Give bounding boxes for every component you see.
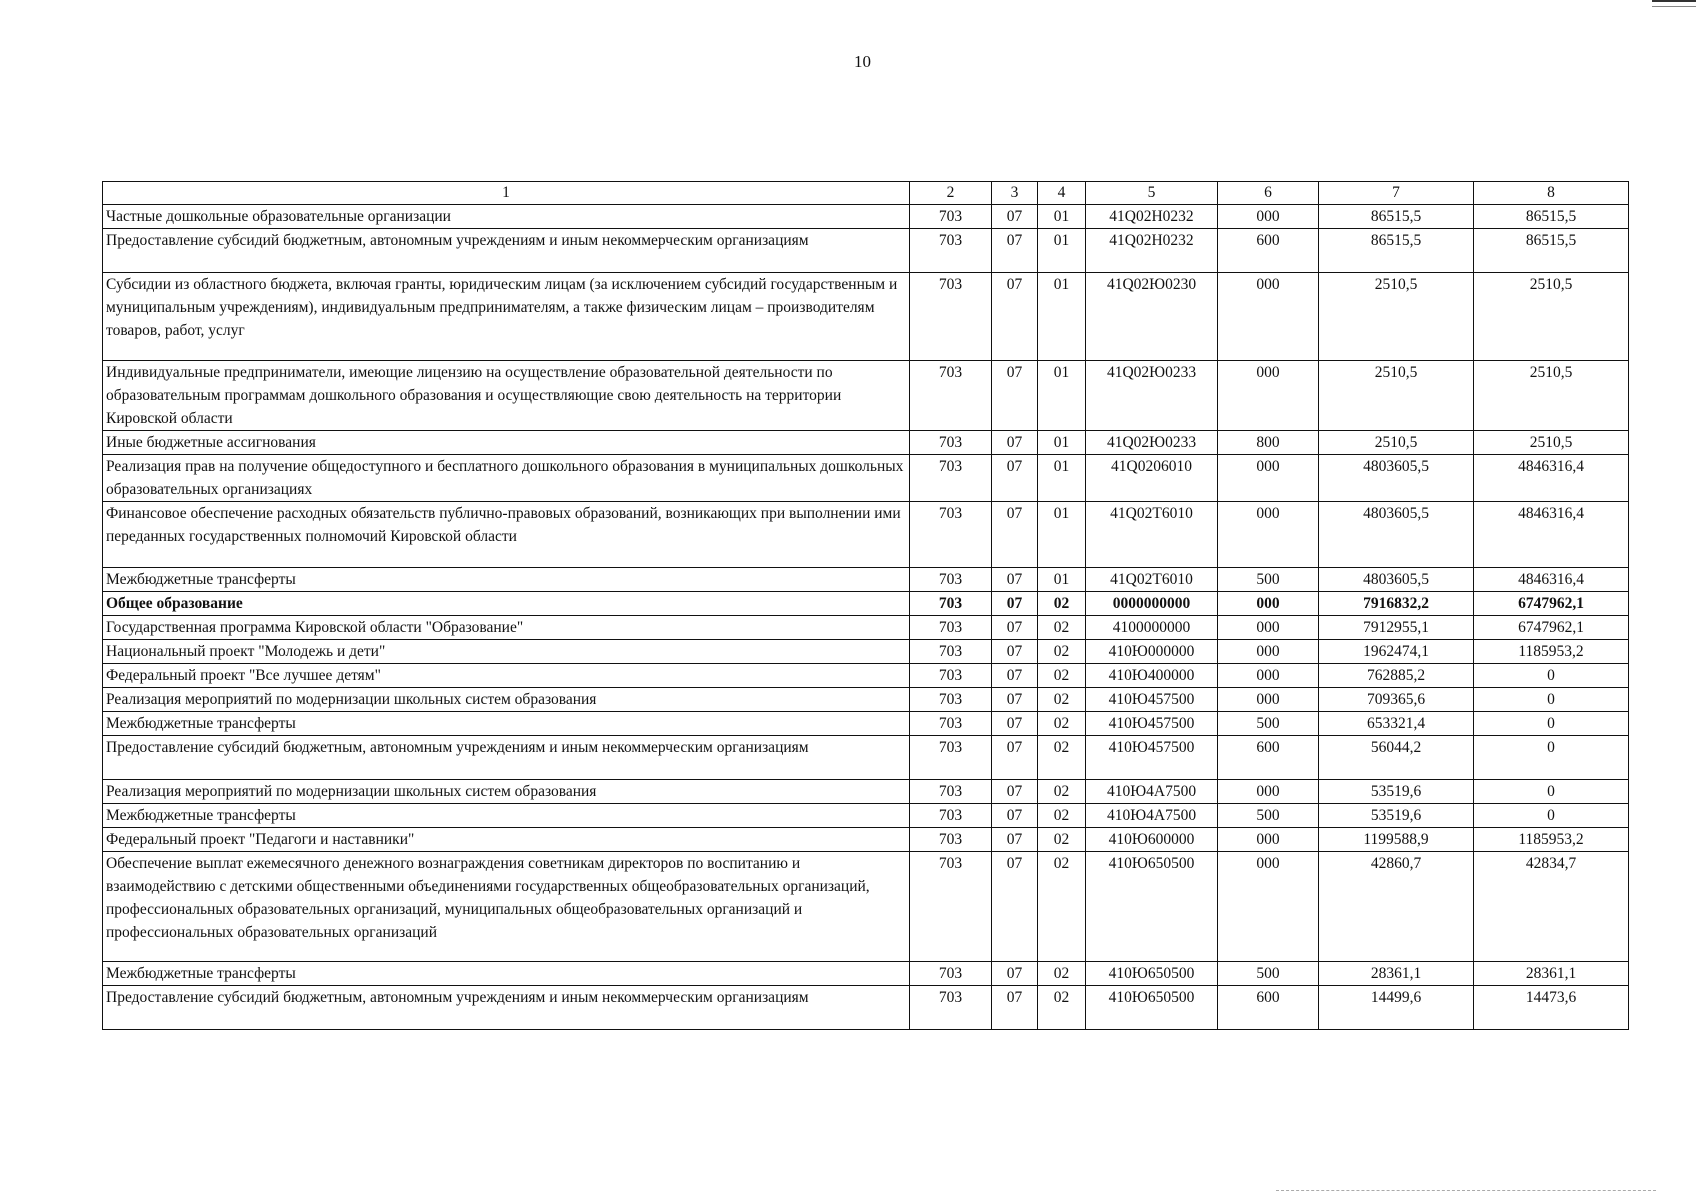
col-5-code-cell: 41Q02T6010 [1086,502,1218,568]
col-7-value-cell: 1962474,1 [1319,640,1474,664]
col-6-cell: 000 [1218,592,1319,616]
col-7-value-cell: 4803605,5 [1319,568,1474,592]
col-5-code-cell: 41Q02T6010 [1086,568,1218,592]
col-6-cell: 600 [1218,986,1319,1030]
col-8-value-cell: 0 [1474,688,1629,712]
col-5-code-cell: 410Ю4А7500 [1086,804,1218,828]
col-2-cell: 703 [910,205,992,229]
col-5-code-cell: 41Q02Ю0230 [1086,273,1218,361]
table-row [103,229,1629,273]
col-3-cell: 07 [992,616,1038,640]
row-name-cell: Межбюджетные трансферты [103,804,910,828]
col-5-code-cell: 410Ю000000 [1086,640,1218,664]
col-7-value-cell: 4803605,5 [1319,502,1474,568]
col-2-cell: 703 [910,616,992,640]
col-3-cell: 07 [992,502,1038,568]
col-4-cell: 01 [1038,205,1086,229]
table-row [103,664,1629,688]
col-4-cell: 01 [1038,431,1086,455]
col-3-cell: 07 [992,273,1038,361]
col-7-value-cell: 86515,5 [1319,229,1474,273]
col-3-cell: 07 [992,664,1038,688]
col-7-value-cell: 53519,6 [1319,780,1474,804]
col-6-cell: 000 [1218,616,1319,640]
header-cell-1: 1 [103,182,910,205]
col-8-value-cell: 86515,5 [1474,205,1629,229]
col-4-cell: 01 [1038,229,1086,273]
col-8-value-cell: 0 [1474,804,1629,828]
row-name-cell: Финансовое обеспечение расходных обязательств публично-правовых образований, возникающих при выполнении ими переданных государственных полномочий Кировской области [103,502,910,568]
col-8-value-cell: 1185953,2 [1474,640,1629,664]
col-7-value-cell: 4803605,5 [1319,455,1474,502]
col-6-cell: 000 [1218,688,1319,712]
col-4-cell: 02 [1038,712,1086,736]
col-3-cell: 07 [992,828,1038,852]
col-2-cell: 703 [910,455,992,502]
col-8-value-cell: 4846316,4 [1474,455,1629,502]
col-4-cell: 02 [1038,780,1086,804]
row-name-cell: Национальный проект "Молодежь и дети" [103,640,910,664]
col-4-cell: 01 [1038,273,1086,361]
row-name-cell: Общее образование [103,592,910,616]
table-row [103,361,1629,431]
table-row [103,688,1629,712]
col-3-cell: 07 [992,736,1038,780]
col-3-cell: 07 [992,962,1038,986]
row-name-cell: Обеспечение выплат ежемесячного денежного вознаграждения советникам директоров по воспитанию и взаимодействию с детскими общественными объединениями государственных общеобразовательных организаций, профессиональных образовательных организаций, муниципальных общеобразовательных организаций и профессиональных образовательных организаций [103,852,910,962]
col-2-cell: 703 [910,804,992,828]
col-5-code-cell: 41Q02Ю0233 [1086,431,1218,455]
col-4-cell: 02 [1038,828,1086,852]
col-4-cell: 02 [1038,804,1086,828]
page-number: 10 [854,52,871,71]
row-name-cell: Индивидуальные предприниматели, имеющие лицензию на осуществление образовательной деятельности по образовательным программам дошкольного образования и осуществляющие свою деятельность на территории Кировской области [103,361,910,431]
header-cell-5: 5 [1086,182,1218,205]
col-2-cell: 703 [910,229,992,273]
col-6-cell: 500 [1218,962,1319,986]
table-header-row [103,182,1629,205]
col-4-cell: 01 [1038,568,1086,592]
col-5-code-cell: 41Q02H0232 [1086,229,1218,273]
row-name-cell: Межбюджетные трансферты [103,962,910,986]
col-8-value-cell: 0 [1474,664,1629,688]
table-row [103,852,1629,962]
row-name-cell: Субсидии из областного бюджета, включая гранты, юридическим лицам (за исключением субсидий государственным и муниципальным учреждениям), индивидуальным предпринимателям, а также физическим лицам – производителям товаров, работ, услуг [103,273,910,361]
table-row [103,273,1629,361]
col-3-cell: 07 [992,205,1038,229]
col-4-cell: 02 [1038,852,1086,962]
col-5-code-cell: 410Ю4А7500 [1086,780,1218,804]
table-row [103,592,1629,616]
col-2-cell: 703 [910,592,992,616]
col-3-cell: 07 [992,688,1038,712]
header-cell-6: 6 [1218,182,1319,205]
row-name-cell: Частные дошкольные образовательные организации [103,205,910,229]
col-3-cell: 07 [992,592,1038,616]
col-5-code-cell: 410Ю457500 [1086,736,1218,780]
col-4-cell: 02 [1038,962,1086,986]
row-name-cell: Предоставление субсидий бюджетным, автономным учреждениям и иным некоммерческим организациям [103,736,910,780]
col-2-cell: 703 [910,273,992,361]
table-row [103,986,1629,1030]
col-8-value-cell: 6747962,1 [1474,592,1629,616]
col-2-cell: 703 [910,640,992,664]
col-5-code-cell: 0000000000 [1086,592,1218,616]
col-6-cell: 000 [1218,828,1319,852]
col-4-cell: 01 [1038,361,1086,431]
row-name-cell: Реализация мероприятий по модернизации школьных систем образования [103,780,910,804]
col-6-cell: 000 [1218,361,1319,431]
table-row [103,712,1629,736]
col-2-cell: 703 [910,502,992,568]
col-6-cell: 500 [1218,712,1319,736]
col-8-value-cell: 4846316,4 [1474,502,1629,568]
col-2-cell: 703 [910,986,992,1030]
col-3-cell: 07 [992,431,1038,455]
table-row [103,640,1629,664]
col-3-cell: 07 [992,780,1038,804]
col-8-value-cell: 0 [1474,736,1629,780]
col-7-value-cell: 2510,5 [1319,431,1474,455]
col-7-value-cell: 1199588,9 [1319,828,1474,852]
col-2-cell: 703 [910,688,992,712]
col-3-cell: 07 [992,568,1038,592]
col-5-code-cell: 410Ю650500 [1086,986,1218,1030]
col-7-value-cell: 42860,7 [1319,852,1474,962]
header-cell-4: 4 [1038,182,1086,205]
col-7-value-cell: 14499,6 [1319,986,1474,1030]
col-7-value-cell: 2510,5 [1319,273,1474,361]
col-8-value-cell: 1185953,2 [1474,828,1629,852]
col-6-cell: 000 [1218,640,1319,664]
table-row [103,455,1629,502]
col-7-value-cell: 86515,5 [1319,205,1474,229]
col-7-value-cell: 7916832,2 [1319,592,1474,616]
row-name-cell: Реализация мероприятий по модернизации школьных систем образования [103,688,910,712]
col-5-code-cell: 410Ю650500 [1086,852,1218,962]
header-cell-3: 3 [992,182,1038,205]
table-row [103,962,1629,986]
bottom-scan-marks [1276,1190,1656,1194]
table-body [103,182,1629,1030]
col-3-cell: 07 [992,804,1038,828]
header-cell-2: 2 [910,182,992,205]
col-6-cell: 000 [1218,852,1319,962]
table-row [103,804,1629,828]
col-7-value-cell: 762885,2 [1319,664,1474,688]
col-2-cell: 703 [910,962,992,986]
row-name-cell: Межбюджетные трансферты [103,712,910,736]
table-row [103,616,1629,640]
col-4-cell: 01 [1038,455,1086,502]
col-8-value-cell: 2510,5 [1474,361,1629,431]
col-6-cell: 600 [1218,229,1319,273]
col-3-cell: 07 [992,640,1038,664]
col-3-cell: 07 [992,852,1038,962]
col-6-cell: 500 [1218,804,1319,828]
col-6-cell: 000 [1218,664,1319,688]
table-row [103,780,1629,804]
col-7-value-cell: 2510,5 [1319,361,1474,431]
col-5-code-cell: 410Ю457500 [1086,688,1218,712]
row-name-cell: Иные бюджетные ассигнования [103,431,910,455]
col-8-value-cell: 86515,5 [1474,229,1629,273]
col-4-cell: 02 [1038,616,1086,640]
col-6-cell: 000 [1218,502,1319,568]
col-6-cell: 500 [1218,568,1319,592]
corner-scan-mark [1652,0,1696,7]
col-5-code-cell: 41Q0206010 [1086,455,1218,502]
col-2-cell: 703 [910,828,992,852]
row-name-cell: Предоставление субсидий бюджетным, автономным учреждениям и иным некоммерческим организациям [103,986,910,1030]
row-name-cell: Предоставление субсидий бюджетным, автономным учреждениям и иным некоммерческим организациям [103,229,910,273]
col-6-cell: 000 [1218,780,1319,804]
col-8-value-cell: 0 [1474,712,1629,736]
col-4-cell: 02 [1038,640,1086,664]
col-4-cell: 01 [1038,502,1086,568]
col-5-code-cell: 410Ю400000 [1086,664,1218,688]
col-7-value-cell: 709365,6 [1319,688,1474,712]
table-row [103,736,1629,780]
col-5-code-cell: 410Ю650500 [1086,962,1218,986]
col-4-cell: 02 [1038,664,1086,688]
col-8-value-cell: 6747962,1 [1474,616,1629,640]
col-3-cell: 07 [992,361,1038,431]
col-5-code-cell: 410Ю600000 [1086,828,1218,852]
col-5-code-cell: 41Q02Ю0233 [1086,361,1218,431]
col-8-value-cell: 4846316,4 [1474,568,1629,592]
col-2-cell: 703 [910,431,992,455]
col-5-code-cell: 410Ю457500 [1086,712,1218,736]
col-8-value-cell: 42834,7 [1474,852,1629,962]
col-8-value-cell: 2510,5 [1474,431,1629,455]
header-cell-7: 7 [1319,182,1474,205]
col-2-cell: 703 [910,852,992,962]
col-6-cell: 000 [1218,455,1319,502]
col-7-value-cell: 28361,1 [1319,962,1474,986]
table-row [103,431,1629,455]
col-5-code-cell: 4100000000 [1086,616,1218,640]
col-8-value-cell: 28361,1 [1474,962,1629,986]
col-4-cell: 02 [1038,688,1086,712]
col-8-value-cell: 2510,5 [1474,273,1629,361]
col-8-value-cell: 14473,6 [1474,986,1629,1030]
row-name-cell: Федеральный проект "Педагоги и наставники" [103,828,910,852]
header-cell-8: 8 [1474,182,1629,205]
budget-table [102,181,1629,1030]
row-name-cell: Реализация прав на получение общедоступного и бесплатного дошкольного образования в муниципальных дошкольных образовательных организациях [103,455,910,502]
col-6-cell: 000 [1218,205,1319,229]
row-name-cell: Межбюджетные трансферты [103,568,910,592]
col-4-cell: 02 [1038,592,1086,616]
col-5-code-cell: 41Q02H0232 [1086,205,1218,229]
table-row [103,828,1629,852]
col-3-cell: 07 [992,229,1038,273]
col-8-value-cell: 0 [1474,780,1629,804]
table-row [103,568,1629,592]
col-3-cell: 07 [992,455,1038,502]
col-6-cell: 600 [1218,736,1319,780]
col-3-cell: 07 [992,986,1038,1030]
col-4-cell: 02 [1038,736,1086,780]
table-row [103,502,1629,568]
col-6-cell: 000 [1218,273,1319,361]
col-7-value-cell: 53519,6 [1319,804,1474,828]
col-6-cell: 800 [1218,431,1319,455]
row-name-cell: Государственная программа Кировской области "Образование" [103,616,910,640]
table-row [103,205,1629,229]
col-7-value-cell: 56044,2 [1319,736,1474,780]
col-2-cell: 703 [910,361,992,431]
col-2-cell: 703 [910,780,992,804]
col-7-value-cell: 7912955,1 [1319,616,1474,640]
col-2-cell: 703 [910,712,992,736]
col-2-cell: 703 [910,736,992,780]
col-7-value-cell: 653321,4 [1319,712,1474,736]
row-name-cell: Федеральный проект "Все лучшее детям" [103,664,910,688]
col-3-cell: 07 [992,712,1038,736]
col-2-cell: 703 [910,664,992,688]
col-2-cell: 703 [910,568,992,592]
col-4-cell: 02 [1038,986,1086,1030]
